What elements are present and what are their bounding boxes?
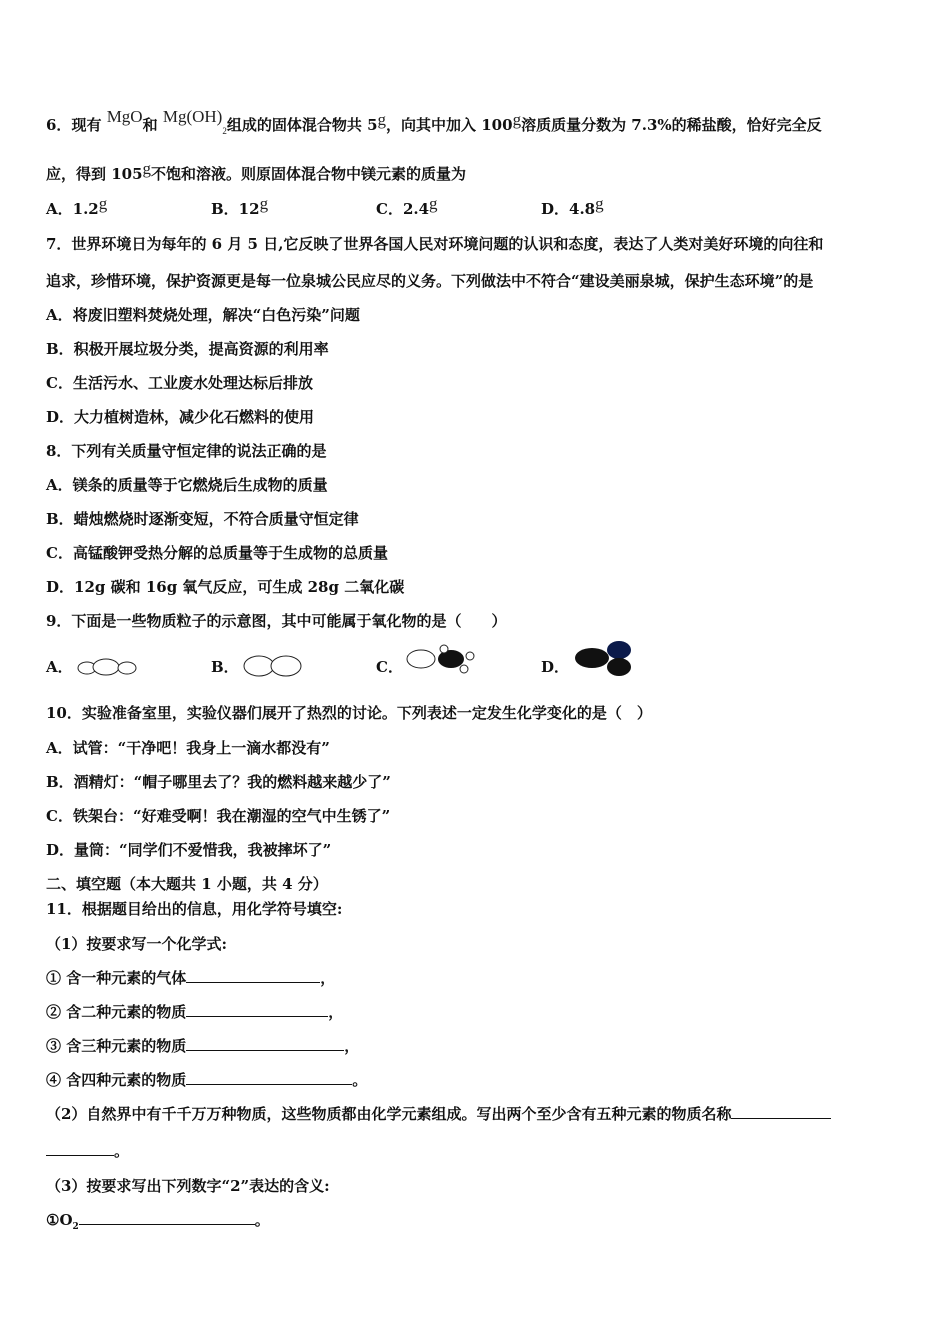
q7-option-d: D．大力植树造林，减少化石燃料的使用 — [46, 408, 315, 426]
q11-part3: （3）按要求写出下列数字“2”表达的含义: — [46, 1177, 330, 1195]
q7-option-c: C．生活污水、工业废水处理达标后排放 — [46, 374, 313, 392]
q8-option-a: A．镁条的质量等于它燃烧后生成物的质量 — [46, 476, 328, 494]
answer-blank-3[interactable] — [186, 1036, 344, 1051]
q11-item2: ② 含二种元素的物质 ， — [46, 1003, 344, 1021]
q10-option-a: A．试管：“干净吧！我身上一滴水都没有” — [46, 739, 330, 757]
q11-part1: （1）按要求写一个化学式: — [46, 935, 227, 953]
q7-option-b: B．积极开展垃圾分类，提高资源的利用率 — [46, 340, 329, 358]
q8-option-b: B．蜡烛燃烧时逐渐变短，不符合质量守恒定律 — [46, 510, 359, 528]
q9-molecule-a — [76, 656, 138, 678]
section-fill-in-heading: 二、填空题（本大题共 1 小题，共 4 分） — [46, 875, 328, 893]
answer-blank-6[interactable] — [79, 1210, 255, 1225]
q9-option-c-label: C． — [376, 658, 403, 676]
q6-line1: 6．现有 MgO和 $Mg(OH)_2$组成的固体混合物共 5g，向其中加入 100g溶质质量分数为 7.3%的稀盐酸，恰好完全反 — [46, 107, 822, 136]
answer-blank-2[interactable] — [186, 1002, 328, 1017]
q10-stem: 10．实验准备室里，实验仪器们展开了热烈的讨论。下列表述一定发生化学变化的是（ ） — [46, 704, 652, 722]
q11-part2-continued: 。 — [46, 1141, 129, 1161]
formula-mgoh2: Mg(OH) — [162, 107, 223, 126]
q6-number: 6． — [46, 116, 72, 134]
q9-option-a-label: A． — [46, 658, 73, 676]
q11-item4: ④ 含四种元素的物质 。 — [46, 1071, 368, 1089]
q10-option-c: C．铁架台：“好难受啊！我在潮湿的空气中生锈了” — [46, 807, 391, 825]
q6-option-a: A．1.2g — [46, 194, 108, 218]
q10-option-b: B．酒精灯：“帽子哪里去了？我的燃料越来越少了” — [46, 773, 391, 791]
q6-option-c: C．2.4g — [376, 194, 438, 218]
q7-stem-line1: 7．世界环境日为每年的 6 月 5 日,它反映了世界各国人民对环境问题的认识和态度，表达了人类对美好环境的向往和 — [46, 235, 824, 253]
q9-molecule-c — [404, 644, 480, 680]
q11-item1: ① 含一种元素的气体 ， — [46, 969, 336, 987]
q7-option-a: A．将废旧塑料焚烧处理，解决“白色污染”问题 — [46, 306, 360, 324]
q9-stem: 9．下面是一些物质粒子的示意图，其中可能属于氧化物的是（ ） — [46, 612, 507, 630]
q7-stem-line2: 追求，珍惜环境，保护资源更是每一位泉城公民应尽的义务。下列做法中不符合“建设美丽泉城，保护生态环境”的是 — [46, 272, 814, 290]
q9-option-b-label: B． — [211, 658, 239, 676]
answer-blank-5-cont[interactable] — [46, 1141, 114, 1156]
q6-option-d: D．4.8g — [541, 194, 604, 218]
q11-part2: （2）自然界中有千千万万种物质，这些物质都由化学元素组成。写出两个至少含有五种元素的物质名称 — [46, 1104, 831, 1124]
q8-option-d: D．12g 碳和 16g 氧气反应，可生成 28g 二氧化碳 — [46, 578, 405, 596]
formula-mgo: MgO — [106, 107, 143, 126]
answer-blank-5[interactable] — [731, 1104, 831, 1119]
q9-option-d-label: D． — [541, 658, 570, 676]
q9-molecule-b — [241, 653, 305, 679]
answer-blank-4[interactable] — [186, 1070, 352, 1085]
q6-option-b: B．12g — [211, 194, 269, 218]
q10-option-d: D．量筒：“同学们不爱惜我，我被摔坏了” — [46, 841, 332, 859]
q11-o2-item: $①O_2$ 。 — [46, 1211, 270, 1232]
q9-molecule-d — [572, 640, 636, 680]
q11-stem: 11．根据题目给出的信息，用化学符号填空: — [46, 900, 343, 918]
q8-option-c: C．高锰酸钾受热分解的总质量等于生成物的总质量 — [46, 544, 388, 562]
q11-item3: ③ 含三种元素的物质 ， — [46, 1037, 360, 1055]
answer-blank-1[interactable] — [186, 968, 320, 983]
q8-stem: 8．下列有关质量守恒定律的说法正确的是 — [46, 442, 327, 460]
q6-line2: 应，得到 105g不饱和溶液。则原固体混合物中镁元素的质量为 — [46, 159, 467, 183]
